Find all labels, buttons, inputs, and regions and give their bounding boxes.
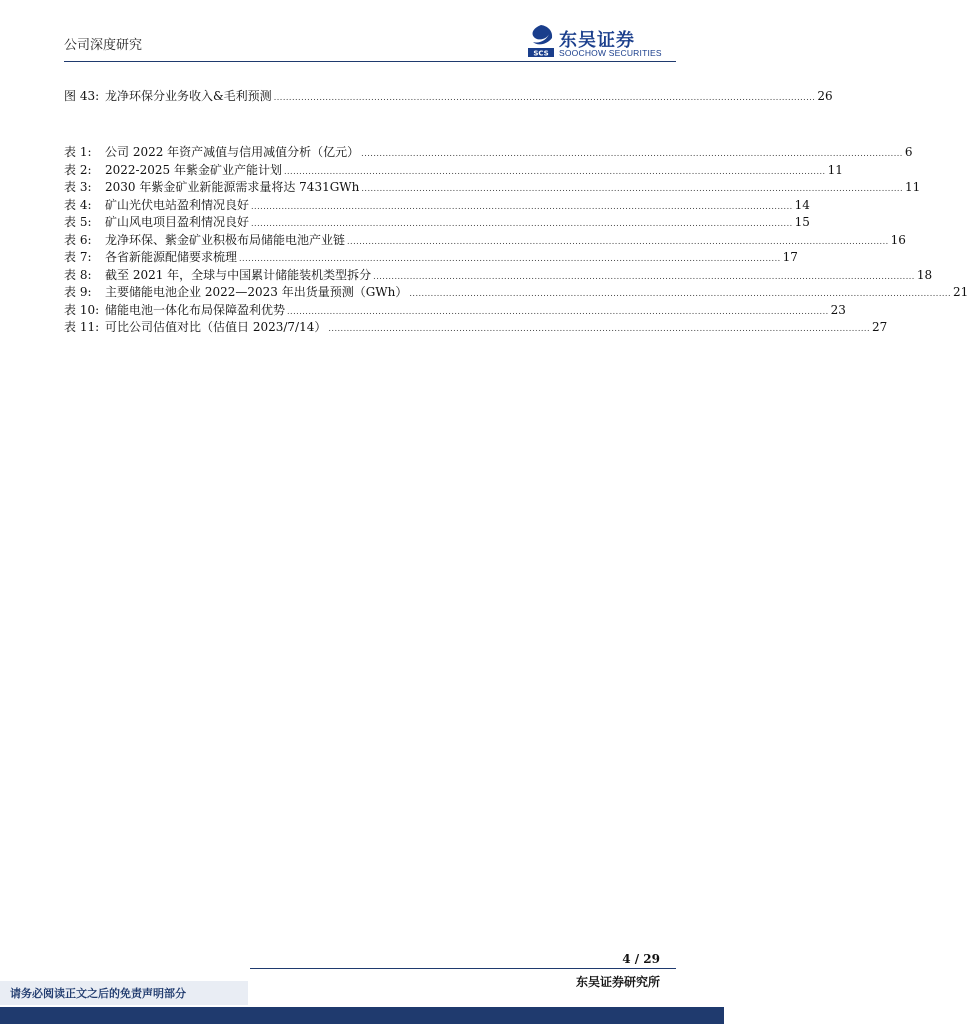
- toc-entry-number: 表 10:: [64, 302, 100, 317]
- toc-entry-title: 储能电池一体化布局保障盈利优势: [105, 302, 286, 317]
- toc-entry-number: 表 11:: [64, 320, 100, 334]
- soochow-logo-icon: [527, 24, 555, 58]
- toc-entry-number: 表 9:: [64, 285, 92, 299]
- toc-entry[interactable]: [64, 267, 933, 285]
- toc-entry-page: 23: [830, 302, 846, 317]
- toc-leader-dots: ..................................................................................................................................................................................: [361, 184, 904, 193]
- toc-entry-page: 16: [890, 232, 906, 247]
- toc-leader-dots: ..................................................................................................................................................................................: [409, 289, 952, 298]
- report-type-label: 公司深度研究: [64, 38, 143, 53]
- toc-entry-title: 矿山风电项目盈利情况良好: [105, 215, 250, 229]
- toc-entry-title: 矿山光伏电站盈利情况良好: [105, 197, 250, 212]
- toc-leader-dots: ..................................................................................................................................................................................: [287, 306, 829, 316]
- toc-entry-page: 26: [817, 89, 833, 103]
- toc-entry-number: 表 8:: [64, 267, 92, 282]
- toc-leader-dots: ..................................................................................................................................................................................: [361, 149, 903, 158]
- toc-entry[interactable]: [64, 214, 810, 232]
- disclaimer-text: 请务必阅读正文之后的免责声明部分: [10, 987, 186, 1000]
- toc-entry[interactable]: [64, 197, 810, 215]
- toc-leader-dots: ..................................................................................................................................................................................: [251, 219, 793, 228]
- research-institute-name: 东吴证券研究所: [575, 975, 660, 989]
- logo-mark-text: SCS: [533, 49, 549, 58]
- toc-entry-page: 18: [916, 267, 933, 282]
- toc-entry[interactable]: [64, 179, 921, 197]
- toc-entry-title: 2022-2025 年紫金矿业产能计划: [105, 162, 282, 177]
- toc-entry-number: 表 3:: [64, 180, 92, 194]
- footer-divider: [250, 968, 676, 969]
- footer-bar: [0, 1007, 724, 1024]
- toc-entry[interactable]: [64, 162, 843, 180]
- toc-entry-title: 可比公司估值对比（估值日 2023/7/14）: [105, 320, 327, 334]
- toc-leader-dots: ..................................................................................................................................................................................: [251, 201, 793, 211]
- toc-entry-title: 龙净环保、紫金矿业积极布局储能电池产业链: [105, 232, 346, 247]
- toc-entry-number: 表 2:: [64, 162, 92, 177]
- toc-entry-number: 图 43:: [64, 89, 100, 103]
- toc-entry-page: 27: [872, 320, 888, 334]
- logo-chinese-name: 东吴证券: [559, 30, 635, 51]
- toc-entry-number: 表 6:: [64, 232, 92, 247]
- toc-entry-number: 表 1:: [64, 145, 92, 159]
- toc-entry-title: 各省新能源配储要求梳理: [105, 250, 238, 264]
- company-logo: [527, 24, 677, 60]
- header-divider: [64, 61, 676, 62]
- toc-entry-page: 11: [827, 162, 843, 177]
- table-toc-list: [64, 144, 968, 337]
- toc-entry[interactable]: [64, 232, 906, 250]
- toc-entry[interactable]: [64, 88, 833, 106]
- toc-entry[interactable]: [64, 144, 913, 162]
- toc-entry-number: 表 4:: [64, 197, 92, 212]
- toc-leader-dots: ..................................................................................................................................................................................: [373, 271, 915, 281]
- toc-entry-number: 表 5:: [64, 215, 92, 229]
- toc-entry-title: 主要储能电池企业 2022—2023 年出货量预测（GWh）: [105, 285, 408, 299]
- toc-entry-title: 公司 2022 年资产减值与信用减值分析（亿元）: [105, 145, 360, 159]
- toc-entry-page: 15: [794, 215, 810, 229]
- toc-entry-page: 17: [782, 250, 798, 264]
- page-number: 4 / 29: [622, 952, 660, 966]
- toc-entry-number: 表 7:: [64, 250, 92, 264]
- toc-leader-dots: ..................................................................................................................................................................................: [347, 236, 889, 246]
- toc-leader-dots: ..................................................................................................................................................................................: [273, 93, 816, 102]
- toc-entry-title: 2030 年紫金矿业新能源需求量将达 7431GWh: [105, 180, 360, 194]
- toc-entry[interactable]: [64, 284, 968, 302]
- toc-entry[interactable]: [64, 302, 846, 320]
- toc-leader-dots: ..................................................................................................................................................................................: [328, 324, 871, 333]
- toc-entry-page: 21: [953, 285, 968, 299]
- figure-toc-list: [64, 88, 833, 106]
- logo-english-name: SOOCHOW SECURITIES: [559, 48, 662, 58]
- toc-entry-page: 14: [794, 197, 810, 212]
- toc-entry[interactable]: [64, 249, 798, 267]
- toc-leader-dots: ..................................................................................................................................................................................: [239, 254, 781, 263]
- toc-entry-page: 11: [905, 180, 921, 194]
- toc-leader-dots: ..................................................................................................................................................................................: [283, 166, 826, 176]
- toc-entry-title: 截至 2021 年，全球与中国累计储能装机类型拆分: [105, 267, 372, 282]
- toc-entry-page: 6: [904, 145, 913, 159]
- toc-entry[interactable]: [64, 319, 888, 337]
- toc-entry-title: 龙净环保分业务收入&毛利预测: [105, 89, 272, 103]
